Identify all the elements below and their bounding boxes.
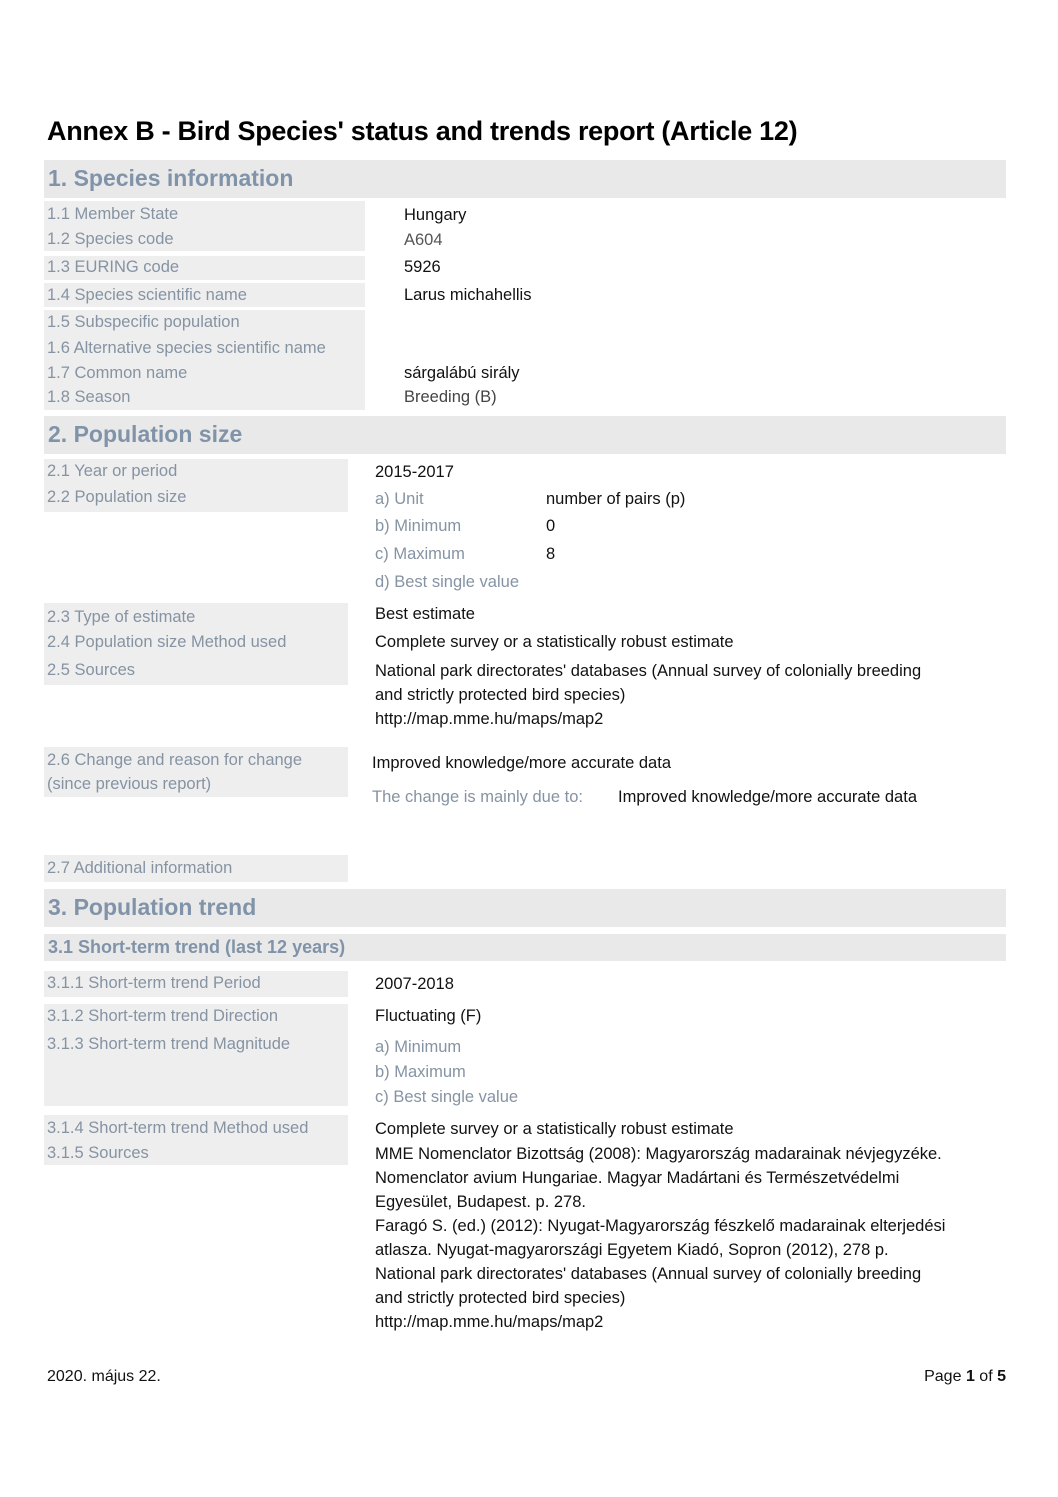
label-trend-direction: 3.1.2 Short-term trend Direction <box>47 1007 279 1025</box>
value-year-or-period: 2015-2017 <box>375 463 454 481</box>
page-number <box>924 1368 1006 1386</box>
label-magnitude-minimum: a) Minimum <box>375 1038 462 1056</box>
source-line: National park directorates' databases (Annual survey of colonially breeding <box>375 1265 922 1283</box>
subsection-title: 3.1 Short-term trend (last 12 years) <box>48 937 346 957</box>
label-block-6 <box>44 603 348 685</box>
source-line: http://map.mme.hu/maps/map2 <box>375 710 604 728</box>
section-title: 1. Species information <box>48 165 294 191</box>
value-trend-method-used: Complete survey or a statistically robust estimate <box>375 1120 734 1138</box>
source-line: atlasza. Nyugat-magyarországi Egyetem Kiadó, Sopron (2012), 278 p. <box>375 1241 889 1259</box>
value-euring-code: 5926 <box>404 258 441 276</box>
section-title: 3. Population trend <box>48 894 257 920</box>
value-trend-period: 2007-2018 <box>375 975 454 993</box>
label-species-code: 1.2 Species code <box>47 230 174 248</box>
label-trend-magnitude: 3.1.3 Short-term trend Magnitude <box>47 1035 291 1053</box>
label-member-state: 1.1 Member State <box>47 205 179 223</box>
page-total: 5 <box>997 1368 1006 1385</box>
label-block-4 <box>44 310 365 410</box>
label-change-and-reason: 2.6 Change and reason for change <box>47 751 303 769</box>
label-minimum: b) Minimum <box>375 517 462 535</box>
page-current: 1 <box>965 1368 975 1385</box>
label-trend-method-used: 3.1.4 Short-term trend Method used <box>47 1119 309 1137</box>
source-line: and strictly protected bird species) <box>375 686 626 704</box>
value-member-state: Hungary <box>404 206 467 224</box>
section-header-species-information <box>44 160 1006 198</box>
label-year-or-period: 2.1 Year or period <box>47 462 178 480</box>
source-line: Nomenclator avium Hungariae. Magyar Madártani és Természetvédelmi <box>375 1169 900 1187</box>
label-unit: a) Unit <box>375 490 424 508</box>
value-common-name: sárgalábú sirály <box>404 364 520 382</box>
label-block-9 <box>44 971 348 997</box>
source-line: National park directorates' databases (Annual survey of colonially breeding <box>375 662 922 680</box>
label-trend-sources: 3.1.5 Sources <box>47 1144 149 1162</box>
label-additional-information: 2.7 Additional information <box>47 859 233 877</box>
value-scientific-name: Larus michahellis <box>404 286 532 304</box>
label-season: 1.8 Season <box>47 388 131 406</box>
label-population-size: 2.2 Population size <box>47 488 187 506</box>
label-euring-code: 1.3 EURING code <box>47 258 180 276</box>
label-alternative-name: 1.6 Alternative species scientific name <box>47 339 326 357</box>
source-line: Faragó S. (ed.) (2012): Nyugat-Magyarország fészkelő madarainak elterjedési <box>375 1217 946 1235</box>
subsection-header-short-term-trend <box>44 934 1006 961</box>
source-line: and strictly protected bird species) <box>375 1289 626 1307</box>
label-block-3 <box>44 283 365 307</box>
label-common-name: 1.7 Common name <box>47 364 188 382</box>
label-since-previous-report: (since previous report) <box>47 775 212 793</box>
source-line: MME Nomenclator Bizottság (2008): Magyarország madarainak névjegyzéke. <box>375 1145 942 1163</box>
label-block-11 <box>44 1115 348 1165</box>
source-line: http://map.mme.hu/maps/map2 <box>375 1313 604 1331</box>
label-subspecific-population: 1.5 Subspecific population <box>47 313 240 331</box>
label-method-used: 2.4 Population size Method used <box>47 633 287 651</box>
label-change-due: The change is mainly due to: <box>372 788 583 806</box>
label-sources: 2.5 Sources <box>47 661 136 679</box>
label-best-single-value: d) Best single value <box>375 573 519 591</box>
section-header-population-trend <box>44 889 1006 927</box>
value-sources <box>375 659 921 731</box>
value-change: Improved knowledge/more accurate data <box>372 754 671 772</box>
section-title: 2. Population size <box>48 421 243 447</box>
label-type-of-estimate: 2.3 Type of estimate <box>47 608 196 626</box>
label-magnitude-maximum: b) Maximum <box>375 1063 466 1081</box>
label-scientific-name: 1.4 Species scientific name <box>47 286 247 304</box>
value-minimum: 0 <box>546 517 556 535</box>
label-block-10 <box>44 1004 348 1106</box>
label-block-5 <box>44 459 348 512</box>
value-method-used: Complete survey or a statistically robust estimate <box>375 633 734 651</box>
value-trend-direction: Fluctuating (F) <box>375 1007 482 1025</box>
value-species-code: A604 <box>404 231 443 249</box>
page-word: Page <box>924 1368 962 1385</box>
label-magnitude-best-single-value: c) Best single value <box>375 1088 519 1106</box>
section-header-population-size <box>44 416 1006 454</box>
source-line: Egyesület, Budapest. p. 278. <box>375 1193 586 1211</box>
value-type-of-estimate: Best estimate <box>375 605 475 623</box>
value-unit: number of pairs (p) <box>546 490 686 508</box>
value-change-due: Improved knowledge/more accurate data <box>618 788 917 806</box>
page-title: Annex B - Bird Species' status and trends report (Article 12) <box>47 116 798 146</box>
label-trend-period: 3.1.1 Short-term trend Period <box>47 974 261 992</box>
label-block-8 <box>44 855 348 882</box>
value-trend-sources <box>375 1142 945 1334</box>
label-block-2 <box>44 256 365 280</box>
label-maximum: c) Maximum <box>375 545 465 563</box>
label-block-1 <box>44 201 365 251</box>
value-season: Breeding (B) <box>404 388 497 406</box>
footer-date: 2020. május 22. <box>47 1368 161 1385</box>
label-block-7 <box>44 747 348 797</box>
page-of: of <box>979 1368 993 1385</box>
value-maximum: 8 <box>546 545 556 563</box>
